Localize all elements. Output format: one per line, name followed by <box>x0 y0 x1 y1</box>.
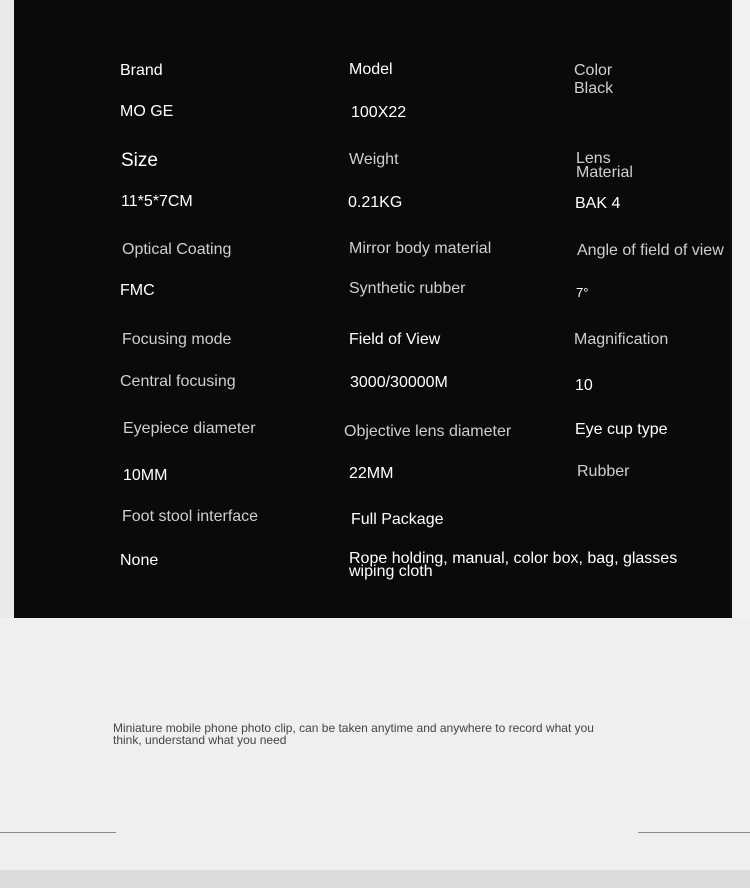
brand-value: MO GE <box>120 103 174 120</box>
weight-label: Weight <box>349 151 399 168</box>
field-of-view-label: Field of View <box>349 331 441 348</box>
optical-coating-label: Optical Coating <box>122 241 232 258</box>
eyepiece-diameter-label: Eyepiece diameter <box>123 420 256 437</box>
objective-lens-diameter-value: 22MM <box>349 465 394 482</box>
size-label: Size <box>121 150 158 171</box>
full-package-value: Rope holding, manual, color box, bag, glasses wiping cloth <box>349 550 678 580</box>
lens-material-value: BAK 4 <box>575 195 621 212</box>
left-divider-line <box>0 832 116 833</box>
mirror-body-label: Mirror body material <box>349 240 492 257</box>
mirror-body-value: Synthetic rubber <box>349 280 466 297</box>
footer-strip <box>0 870 750 888</box>
photo-clip-caption: Miniature mobile phone photo clip, can be taken anytime and anywhere to record what you think, understand what you need <box>113 721 594 747</box>
foot-stool-interface-value: None <box>120 552 159 569</box>
angle-of-view-label: Angle of field of view <box>577 242 724 259</box>
eye-cup-type-value: Rubber <box>577 463 630 480</box>
weight-value: 0.21KG <box>348 194 403 211</box>
right-divider-line <box>638 832 750 833</box>
foot-stool-interface-label: Foot stool interface <box>122 508 259 525</box>
objective-lens-diameter-label: Objective lens diameter <box>344 423 512 440</box>
magnification-value: 10 <box>575 377 593 394</box>
size-value: 11*5*7CM <box>121 193 193 210</box>
color-value: Black <box>574 80 614 97</box>
eyepiece-diameter-value: 10MM <box>123 467 168 484</box>
angle-of-view-value: 7° <box>576 285 589 300</box>
magnification-label: Magnification <box>574 331 669 348</box>
model-value: 100X22 <box>351 104 407 121</box>
optical-coating-value: FMC <box>120 282 155 299</box>
focusing-mode-label: Focusing mode <box>122 331 232 348</box>
field-of-view-value: 3000/30000M <box>350 374 448 391</box>
page-edge-strip <box>732 0 750 618</box>
lens-material-label-line2: Material <box>576 164 633 181</box>
brand-label: Brand <box>120 62 163 79</box>
model-label: Model <box>349 61 393 78</box>
focusing-mode-value: Central focusing <box>120 373 236 390</box>
lens-material-label-line1: Lens <box>576 150 611 167</box>
full-package-label: Full Package <box>351 511 444 528</box>
eye-cup-type-label: Eye cup type <box>575 421 668 438</box>
color-label: Color <box>574 62 613 79</box>
